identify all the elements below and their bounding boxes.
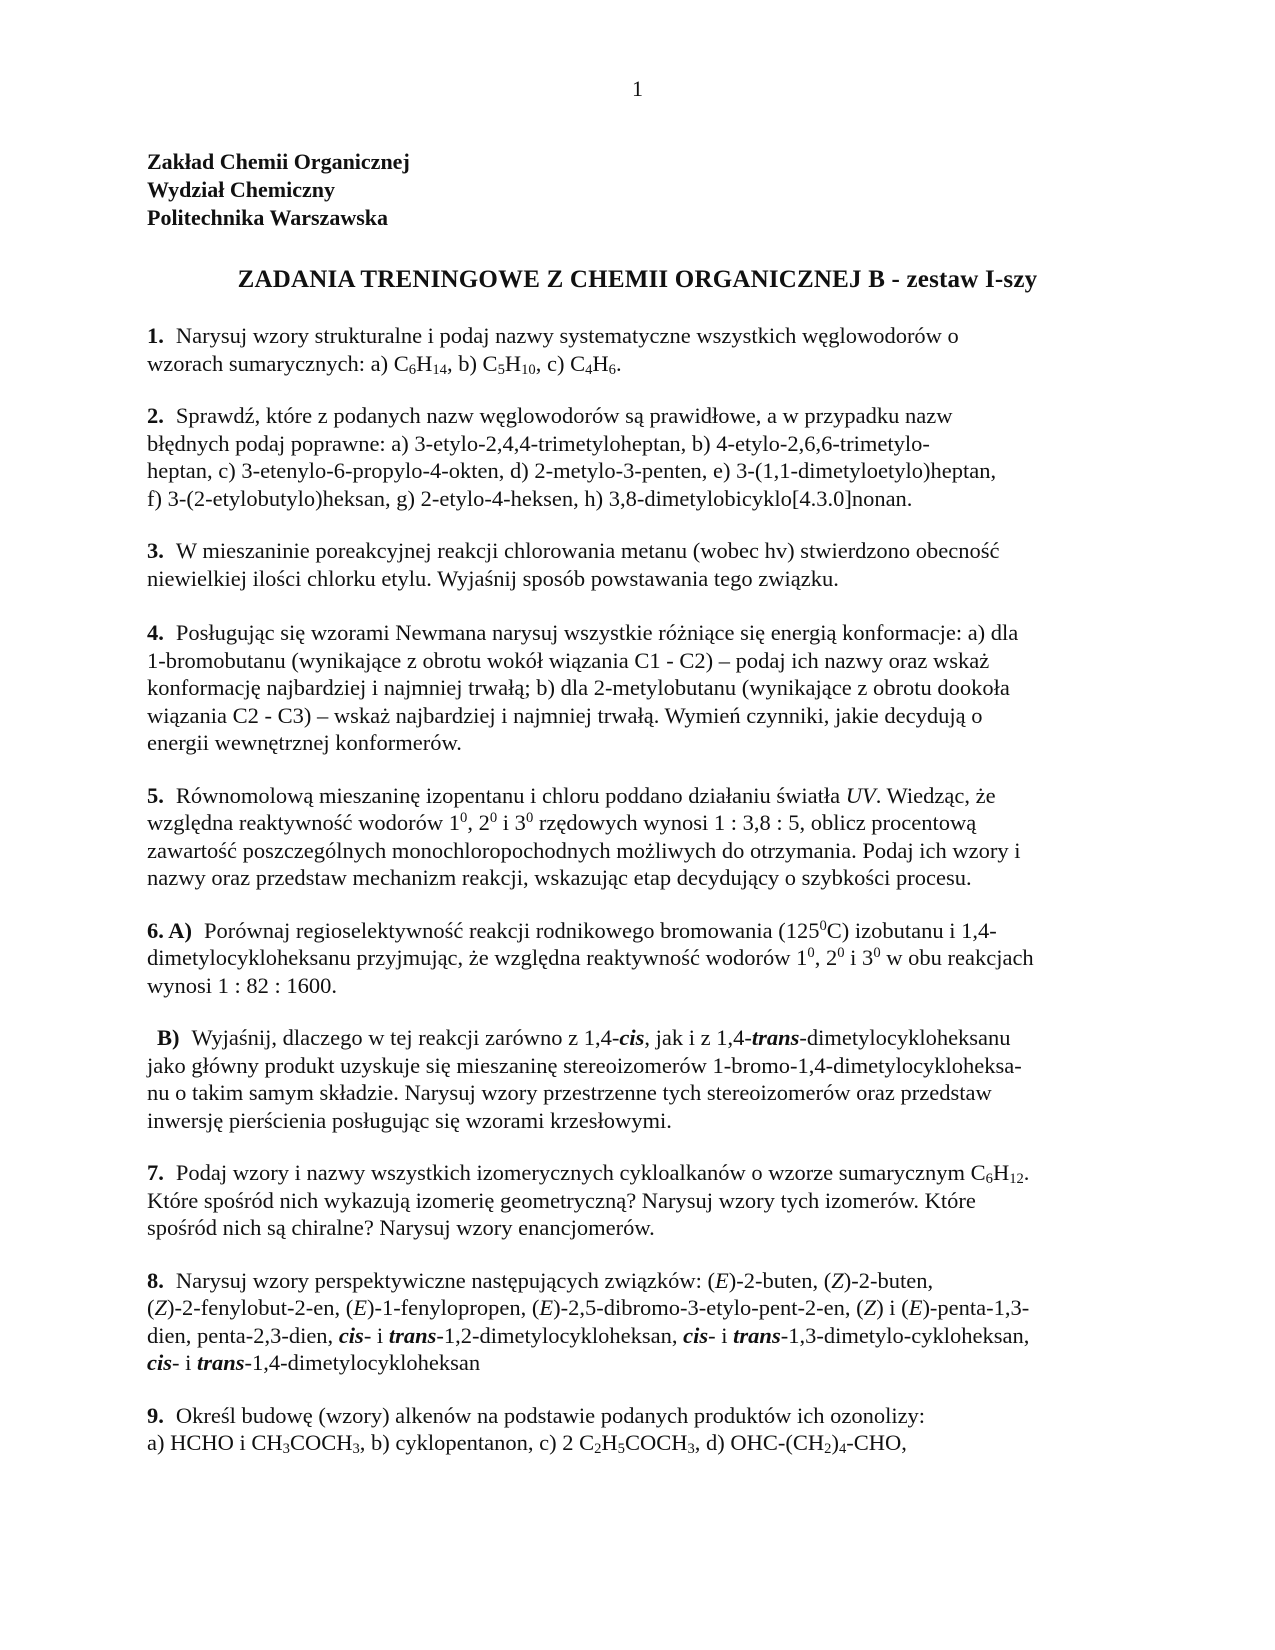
task-7 <box>147 1159 1092 1242</box>
task-text: Narysuj wzory perspektywiczne następujących związków: (E)-2-buten, (Z)-2-buten, <box>175 1267 934 1293</box>
task-text: spośród nich są chiralne? Narysuj wzory enancjomerów. <box>147 1215 655 1240</box>
task-text: wzorach sumarycznych: a) $C_6H_{14}$, b) $C_5H_{10}$, c) $C_4H_6$. <box>147 350 622 378</box>
task-text: energii wewnętrznej konformerów. <box>147 730 462 755</box>
task-text: błędnych podaj poprawne: a) 3-etylo-2,4,4-trimetyloheptan, b) 4-etylo-2,6,6-trimetylo- <box>147 430 930 456</box>
faculty-name: Wydział Chemiczny <box>147 177 335 202</box>
task-number: 5. <box>147 782 164 808</box>
task-5 <box>147 782 1092 892</box>
task-text: Równomolową mieszaninę izopentanu i chloru poddano działaniu światła UV. Wiedząc, że <box>175 782 996 808</box>
task-text: W mieszaninie poreakcyjnej reakcji chlorowania metanu (wobec hv) stwierdzono obecność <box>175 538 1000 563</box>
task-number: 9. <box>147 1402 164 1428</box>
task-text: Sprawdź, które z podanych nazw węglowodorów są prawidłowe, a w przypadku nazw <box>175 403 953 428</box>
task-text: dimetylocykloheksanu przyjmując, że względna reaktywność wodorów $1^0$, $2^0$ i $3^0$ w obu reakcjach <box>147 945 1034 970</box>
task-text: dien, penta-2,3-dien, cis- i trans-1,2-dimetylocykloheksan, cis- i trans-1,3-dimetylo-cykloheksan, <box>147 1322 1030 1348</box>
task-number: 7. <box>147 1160 164 1185</box>
task-text: zawartość poszczególnych monochloropochodnych możliwych do otrzymania. Podaj ich wzory i <box>147 837 1021 863</box>
task-text: Porównaj regioselektywność reakcji rodnikowego bromowania $(125^0C)$ izobutanu i 1,4- <box>204 917 997 943</box>
task-text: Posługując się wzorami Newmana narysuj wszystkie różniące się energią konformacje: a) dla <box>175 620 1019 645</box>
task-text: cis- i trans-1,4-dimetylocykloheksan <box>147 1350 481 1375</box>
task-text: nazwy oraz przedstaw mechanizm reakcji, wskazując etap decydujący o szybkości procesu. <box>147 865 972 890</box>
task-text: a) HCHO i $CH_3COCH_3$, b) cyklopentanon, c) 2 $C_2H_5COCH_3$, d) OHC-$(CH_2)_4$-CHO, <box>147 1430 907 1457</box>
task-text: nu o takim samym składzie. Narysuj wzory przestrzenne tych stereoizomerów oraz przedstaw <box>147 1080 992 1105</box>
task-number: 2. <box>147 403 164 428</box>
institution-header <box>147 148 410 232</box>
task-text: wynosi 1 : 82 : 1600. <box>147 972 338 998</box>
task-text: Wyjaśnij, dlaczego w tej reakcji zarówno z 1,4-cis, jak i z 1,4-trans-dimetylocykloheksanu <box>191 1025 1011 1050</box>
task-text: Podaj wzory i nazwy wszystkich izomerycznych cykloalkanów o wzorze sumarycznym $C_6H_{12}$. <box>175 1160 1030 1187</box>
page-number: 1 <box>632 76 643 101</box>
task-number: 1. <box>147 323 164 348</box>
task-8 <box>147 1267 1092 1377</box>
task-text: Określ budowę (wzory) alkenów na podstawie podanych produktów ich ozonolizy: <box>175 1402 926 1428</box>
task-text: jako główny produkt uzyskuje się mieszaninę stereoizomerów 1-bromo-1,4-dimetylocykloheksa- <box>147 1052 1022 1078</box>
task-number: 4. <box>147 620 164 645</box>
task-1 <box>147 322 1092 377</box>
task-number: 6. A) <box>147 917 192 943</box>
task-6a <box>147 917 1092 1000</box>
task-text: niewielkiej ilości chlorku etylu. Wyjaśnij sposób powstawania tego związku. <box>147 565 839 591</box>
task-number: B) <box>157 1025 180 1050</box>
task-number: 8. <box>147 1267 164 1293</box>
task-text: f) 3-(2-etylobutylo)heksan, g) 2-etylo-4-heksen, h) 3,8-dimetylobicyklo[4.3.0]nonan. <box>147 485 913 511</box>
department-name: Zakład Chemii Organicznej <box>147 149 410 174</box>
task-text: (Z)-2-fenylobut-2-en, (E)-1-fenylopropen, (E)-2,5-dibromo-3-etylo-pent-2-en, (Z) i (E)-penta-1,3- <box>147 1295 1030 1320</box>
task-text: Narysuj wzory strukturalne i podaj nazwy systematyczne wszystkich węglowodorów o <box>175 323 959 348</box>
task-text: względna reaktywność wodorów $1^0$, $2^0$ i $3^0$ rzędowych wynosi 1 : 3,8 : 5, oblicz procentową <box>147 810 977 835</box>
task-number: 3. <box>147 538 164 563</box>
task-text: heptan, c) 3-etenylo-6-propylo-4-okten, d) 2-metylo-3-penten, e) 3-(1,1-dimetyloetylo)heptan, <box>147 458 997 483</box>
task-text: 1-bromobutanu (wynikające z obrotu wokół wiązania C1 - C2) – podaj ich nazwy oraz wskaż <box>147 647 990 673</box>
task-text: Które spośród nich wykazują izomerię geometryczną? Narysuj wzory tych izomerów. Które <box>147 1187 976 1213</box>
task-text: konformację najbardziej i najmniej trwałą; b) dla 2-metylobutanu (wynikające z obrotu dookoła <box>147 675 1010 700</box>
task-9 <box>147 1402 1092 1457</box>
task-4 <box>147 619 1092 757</box>
task-3 <box>147 537 1092 592</box>
task-2 <box>147 402 1092 512</box>
task-text: wiązania C2 - C3) – wskaż najbardziej i najmniej trwałą. Wymień czynniki, jakie decydują o <box>147 702 983 728</box>
task-text: inwersję pierścienia posługując się wzorami krzesłowymi. <box>147 1107 672 1133</box>
task-6b <box>147 1024 1092 1134</box>
document-title: ZADANIA TRENINGOWE Z CHEMII ORGANICZNEJ B - zestaw I-szy <box>237 266 1038 293</box>
task-list <box>147 322 1092 1482</box>
university-name: Politechnika Warszawska <box>147 205 389 230</box>
